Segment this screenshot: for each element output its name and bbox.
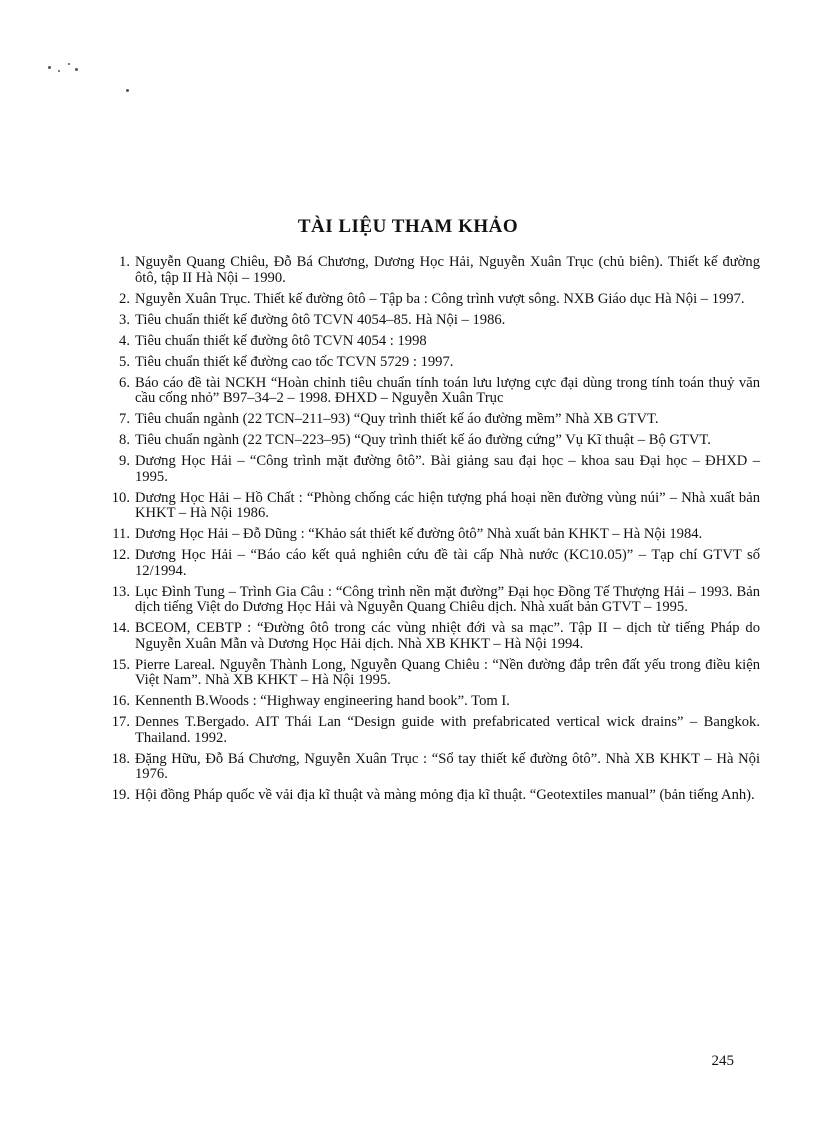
reference-number: 16. [111,693,130,709]
reference-item [100,788,760,804]
reference-item [100,255,760,286]
reference-number: 5. [119,353,130,370]
reference-item [100,334,760,350]
reference-text: Dương Học Hải – “Báo cáo kết quả nghiên cứu đề tài cấp Nhà nước (KC10.05)” – Tạp chí GTVT số 12/1994. [135,547,760,579]
reference-list [100,255,760,809]
reference-text: Pierre Lareal. Nguyễn Thành Long, Nguyễn Quang Chiêu : “Nền đường đắp trên đất yếu trong điều kiện Việt Nam”. Nhà XB KHKT – Hà Nội 1995. [135,656,760,688]
reference-text: Kennenth B.Woods : “Highway engineering hand book”. Tom I. [135,693,510,709]
reference-text: Nguyễn Quang Chiêu, Đỗ Bá Chương, Dương Học Hải, Nguyễn Xuân Trục (chủ biên). Thiết kế đường ôtô, tập II Hà Nội – 1990. [135,254,760,286]
reference-text: Tiêu chuẩn thiết kế đường cao tốc TCVN 5729 : 1997. [135,353,454,370]
reference-item [100,585,760,616]
reference-number: 15. [111,656,130,673]
reference-number: 17. [111,714,130,730]
reference-item [100,292,760,308]
reference-number: 6. [119,374,130,391]
reference-number: 7. [119,411,130,427]
reference-text: Dương Học Hải – Hồ Chất : “Phòng chống các hiện tượng phá hoại nền đường vùng núi” – Nhà xuất bản KHKT – Hà Nội 1986. [135,489,760,521]
reference-item [100,313,760,329]
scan-speck [75,68,78,71]
reference-number: 1. [119,254,130,270]
reference-number: 4. [119,332,130,349]
reference-text: Tiêu chuẩn ngành (22 TCN–211–93) “Quy trình thiết kế áo đường mềm” Nhà XB GTVT. [135,411,659,427]
reference-number: 3. [119,311,130,328]
reference-text: Dương Học Hải – Đỗ Dũng : “Khảo sát thiết kế đường ôtô” Nhà xuất bản KHKT – Hà Nội 1984. [135,526,703,542]
reference-number: 9. [119,453,130,469]
reference-text: Tiêu chuẩn thiết kế đường ôtô TCVN 4054 : 1998 [135,332,427,349]
scan-speck [126,89,129,92]
reference-text: Dennes T.Bergado. AIT Thái Lan “Design guide with prefabricated vertical wick drains” – Bangkok. Thailand. 1992. [135,714,760,746]
reference-text: BCEOM, CEBTP : “Đường ôtô trong các vùng nhiệt đới và sa mạc”. Tập II – dịch từ tiếng Pháp do Nguyễn Xuân Mẫn và Dương Học Hải dịch. Nhà XB KHKT – Hà Nội 1994. [135,620,760,652]
page-number: 245 [711,1053,734,1069]
reference-text: Nguyễn Xuân Trục. Thiết kế đường ôtô – Tập ba : Công trình vượt sông. NXB Giáo dục Hà Nội – 1997. [135,290,745,307]
reference-item [100,491,760,522]
reference-item [100,658,760,689]
reference-item [100,355,760,371]
scan-speck [68,63,70,65]
reference-text: Lục Đình Tung – Trình Gia Câu : “Công trình nền mặt đường” Đại học Đồng Tế Thượng Hải – 1993. Bản dịch tiếng Việt do Dương Học Hải và Nguyễn Quang Chiêu dịch. Nhà xuất bản GTVT – 1995. [135,583,760,615]
reference-number: 18. [111,750,130,767]
reference-number: 10. [111,489,130,506]
reference-item [100,621,760,652]
reference-number: 14. [111,620,130,636]
reference-number: 12. [111,547,130,563]
reference-item [100,454,760,485]
page-title: TÀI LIỆU THAM KHẢO [297,215,519,237]
reference-item [100,433,760,449]
reference-text: Đặng Hữu, Đỗ Bá Chương, Nguyễn Xuân Trục : “Sổ tay thiết kế đường ôtô”. Nhà XB KHKT – Hà Nội 1976. [135,750,760,782]
reference-text: Tiêu chuẩn ngành (22 TCN–223–95) “Quy trình thiết kế áo đường cứng” Vụ Kĩ thuật – Bộ GTVT. [135,432,711,448]
reference-number: 13. [111,583,130,600]
reference-text: Báo cáo đề tài NCKH “Hoàn chỉnh tiêu chuẩn tính toán lưu lượng cực đại dùng trong tính toán thuỷ văn cầu cống nhỏ” B97–34–2 – 1998. ĐHXD – Nguyễn Xuân Trục [135,374,760,406]
reference-item [100,752,760,783]
reference-number: 8. [119,432,130,448]
reference-number: 2. [119,290,130,307]
reference-item [100,548,760,579]
scan-speck [48,66,51,69]
reference-number: 19. [111,787,130,803]
reference-item [100,694,760,710]
scan-speck [58,70,60,72]
reference-item [100,527,760,543]
reference-item [100,376,760,407]
reference-text: Dương Học Hải – “Công trình mặt đường ôtô”. Bài giảng sau đại học – khoa sau Đại học – ĐHXD – 1995. [135,453,760,485]
reference-text: Tiêu chuẩn thiết kế đường ôtô TCVN 4054–85. Hà Nội – 1986. [135,311,506,328]
reference-item [100,715,760,746]
reference-text: Hội đồng Pháp quốc về vải địa kĩ thuật và màng mỏng địa kĩ thuật. “Geotextiles manual” (bản tiếng Anh). [135,787,755,803]
reference-item [100,412,760,428]
reference-number: 11. [112,526,130,542]
